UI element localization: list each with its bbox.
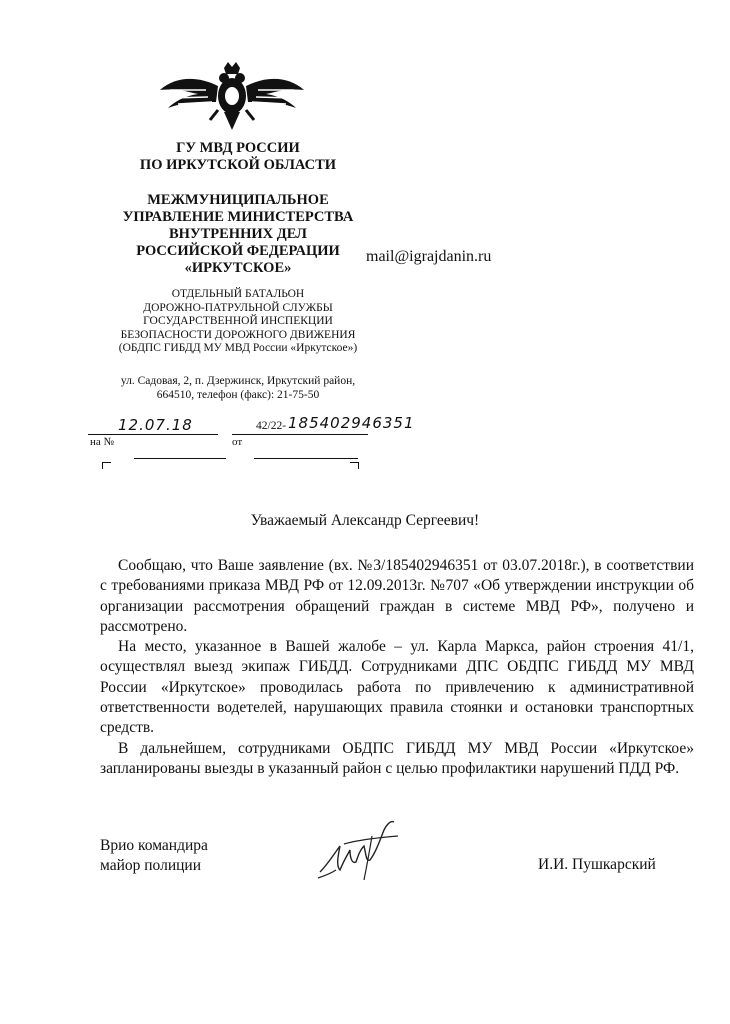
- outgoing-number-prefix: 42/22-: [256, 420, 287, 432]
- department-title-line: МЕЖМУНИЦИПАЛЬНОЕ: [147, 192, 329, 208]
- ot-label: от: [232, 436, 243, 448]
- signatory-role-line: майор полиции: [100, 857, 202, 874]
- agency-title-line: ПО ИРКУТСКОЙ ОБЛАСТИ: [139, 157, 337, 173]
- department-title-line: УПРАВЛЕНИЕ МИНИСТЕРСТВА: [122, 209, 354, 225]
- department-title-line: «ИРКУТСКОЕ»: [184, 260, 292, 276]
- signatory-name: И.И. Пушкарский: [538, 856, 656, 873]
- outgoing-number-handwritten: 185402946351: [288, 414, 415, 432]
- outgoing-date-handwritten: 12.07.18: [118, 416, 193, 434]
- eagle-emblem-icon: [158, 62, 306, 132]
- date-underline: [88, 434, 218, 435]
- corner-mark-right: [350, 462, 359, 469]
- battalion-title-line: ОТДЕЛЬНЫЙ БАТАЛЬОН: [171, 288, 305, 300]
- battalion-title-line: ДОРОЖНО-ПАТРУЛЬНОЙ СЛУЖБЫ: [143, 301, 333, 314]
- body-paragraph: Сообщаю, что Ваше заявление (вх. №3/185402946351 от 03.07.2018г.), в соответствии с требованиями приказа МВД РФ от 12.09.2013г. №707 «Об утверждении инструкции об организации рассмотрения обращений граждан в системе МВД РФ», получено и рассмотрено.: [100, 557, 694, 635]
- greeting: Уважаемый Александр Сергеевич!: [250, 512, 480, 529]
- agency-title-line: ГУ МВД РОССИИ: [176, 140, 300, 156]
- department-title-line: ВНУТРЕННИХ ДЕЛ: [169, 226, 307, 242]
- recipient-email: mail@igrajdanin.ru: [366, 248, 492, 265]
- address-line: ул. Садовая, 2, п. Дзержинск, Иркутский район,: [120, 375, 356, 387]
- body-paragraph: В дальнейшем, сотрудниками ОБДПС ГИБДД МУ МВД России «Иркутское» запланированы выезды в указанный район с целью профилактики нарушений ПДД РФ.: [100, 739, 694, 777]
- address: [80, 374, 396, 402]
- department-title-line: РОССИЙСКОЙ ФЕДЕРАЦИИ: [136, 243, 340, 259]
- signatory-role-line: Врио командира: [100, 837, 208, 854]
- battalion-title: [80, 288, 396, 356]
- battalion-title-line: ГОСУДАРСТВЕННОЙ ИНСПЕКЦИИ: [143, 315, 333, 328]
- na-label: на №: [90, 436, 115, 448]
- agency-title: [108, 140, 368, 174]
- number-underline: [232, 434, 368, 435]
- ot-underline: [254, 458, 358, 459]
- body-paragraph: На место, указанное в Вашей жалобе – ул. Карла Маркса, район строения 41/1, осуществлял выезд экипаж ГИБДД. Сотрудниками ДПС ОБДПС ГИБДД МУ МВД России «Иркутское» проводилась работа по привлечению к административной ответственности водетелей, нарушающих правила стоянки и остановки транспортных средств.: [100, 638, 694, 737]
- address-line: 664510, телефон (факс): 21-75-50: [156, 389, 320, 401]
- na-underline: [134, 458, 226, 459]
- signatory-role: [100, 836, 208, 876]
- battalion-title-line: (ОБДПС ГИБДД МУ МВД России «Иркутское»): [118, 342, 358, 355]
- corner-mark-left: [102, 462, 111, 469]
- letter-body: [100, 556, 694, 779]
- battalion-title-line: БЕЗОПАСНОСТИ ДОРОЖНОГО ДВИЖЕНИЯ: [120, 328, 356, 341]
- handwritten-signature-icon: [314, 816, 404, 886]
- department-title: [88, 192, 388, 277]
